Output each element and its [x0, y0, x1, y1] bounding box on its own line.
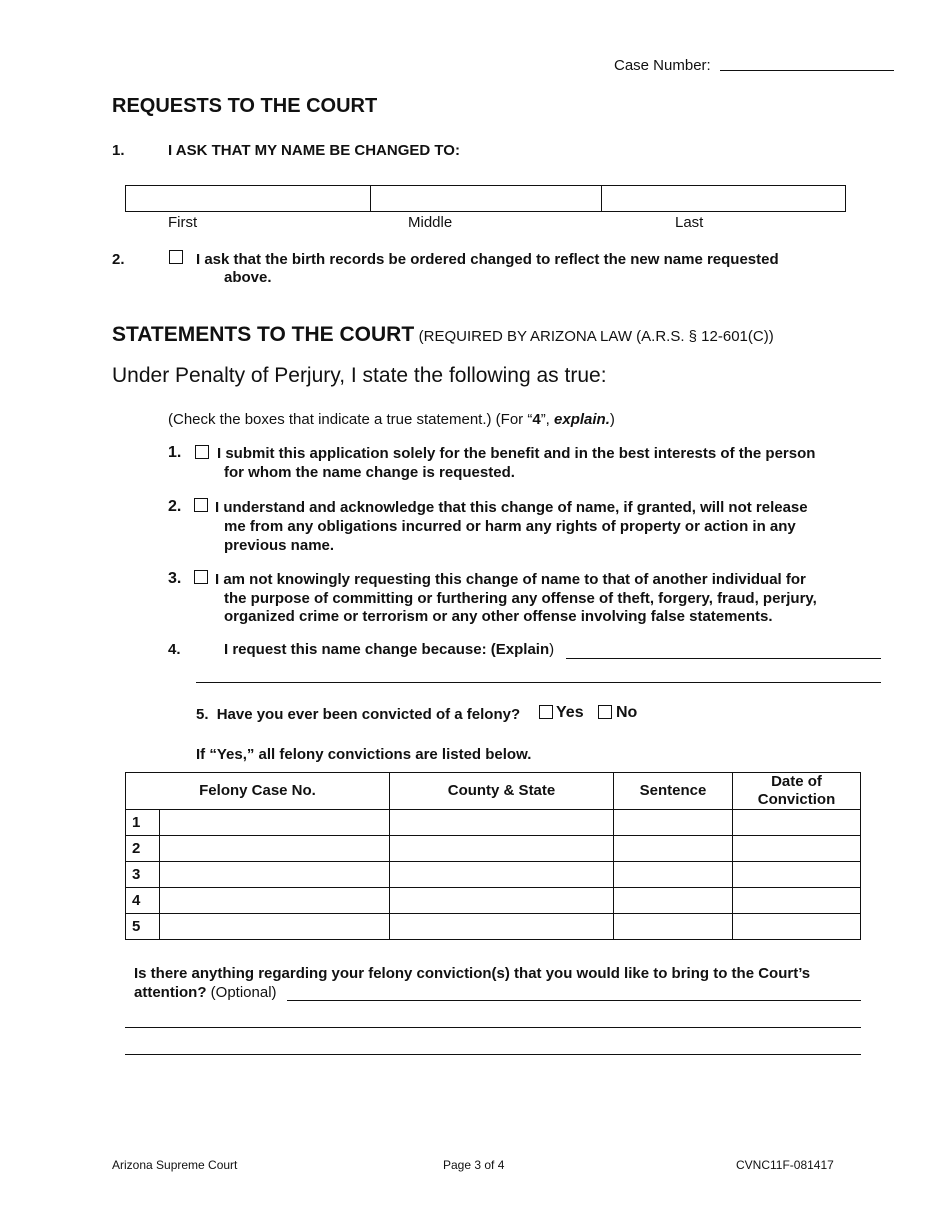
- table-row: [126, 836, 861, 862]
- statement-3-line2: the purpose of committing or furthering any offense of theft, forgery, fraud, perjury,: [224, 590, 817, 607]
- statement-1-checkbox[interactable]: [195, 445, 209, 459]
- county-state-cell[interactable]: [390, 810, 614, 836]
- date-cell[interactable]: [733, 914, 861, 940]
- sentence-cell[interactable]: [614, 914, 733, 940]
- felony-intro: If “Yes,” all felony convictions are listed below.: [196, 746, 532, 763]
- request-2-line2: above.: [224, 269, 272, 286]
- statement-2-line1: I understand and acknowledge that this change of name, if granted, will not release: [215, 499, 808, 516]
- county-state-cell[interactable]: [390, 888, 614, 914]
- statement-1-line1: I submit this application solely for the benefit and in the best interests of the person: [217, 445, 816, 462]
- statement-4-text: [224, 641, 554, 658]
- county-state-cell[interactable]: [390, 862, 614, 888]
- request-2-number: 2.: [112, 251, 125, 268]
- explain-line-2[interactable]: [196, 668, 881, 683]
- request-1-text: I ASK THAT MY NAME BE CHANGED TO:: [168, 142, 460, 159]
- instructions-num: 4: [532, 411, 541, 428]
- instructions-explain: explain.: [554, 411, 610, 428]
- table-row: [126, 914, 861, 940]
- sentence-cell[interactable]: [614, 862, 733, 888]
- header-date-of-conviction: Date of Conviction: [733, 773, 861, 810]
- row-number: 5: [126, 914, 160, 940]
- statements-heading: [112, 323, 774, 347]
- statement-3-line1: I am not knowingly requesting this change of name to that of another individual for: [215, 571, 806, 588]
- first-name-input[interactable]: [126, 186, 371, 211]
- felony-no-checkbox[interactable]: [598, 705, 612, 719]
- case-no-cell[interactable]: [160, 862, 390, 888]
- first-name-label: First: [168, 214, 198, 231]
- felony-note-line1: Is there anything regarding your felony conviction(s) that you would like to bring to the Court’s: [134, 965, 811, 982]
- statement-1-line2: for whom the name change is requested.: [224, 464, 515, 481]
- requests-title: REQUESTS TO THE COURT: [112, 95, 378, 117]
- statements-title: STATEMENTS TO THE COURT: [112, 323, 415, 346]
- row-number: 4: [126, 888, 160, 914]
- statement-3-checkbox[interactable]: [194, 570, 208, 584]
- felony-table: [125, 772, 861, 940]
- statement-4-close: ): [549, 641, 555, 658]
- felony-note-line-2[interactable]: [125, 1013, 861, 1028]
- request-1-number: 1.: [112, 142, 125, 159]
- row-number: 2: [126, 836, 160, 862]
- header-county-state: County & State: [390, 773, 614, 810]
- table-row: [126, 810, 861, 836]
- instructions-end: ): [609, 411, 615, 428]
- middle-name-label: Middle: [408, 214, 453, 231]
- instructions-pre: (Check the boxes that indicate a true statement.) (For “: [168, 411, 533, 428]
- felony-yes-label: Yes: [556, 704, 584, 721]
- table-row: [126, 888, 861, 914]
- felony-note-line-1[interactable]: [287, 986, 861, 1001]
- case-no-cell[interactable]: [160, 888, 390, 914]
- instructions-mid: ”,: [540, 411, 555, 428]
- footer-form-code: CVNC11F-081417: [736, 1158, 834, 1172]
- case-number-label: Case Number:: [614, 57, 711, 74]
- statement-4-number: 4.: [168, 641, 181, 658]
- felony-table-header: [126, 773, 861, 810]
- date-cell[interactable]: [733, 862, 861, 888]
- statement-5-number: 5.: [196, 706, 209, 723]
- instructions: [168, 411, 615, 428]
- felony-yes-checkbox[interactable]: [539, 705, 553, 719]
- statement-3-number: 3.: [168, 570, 182, 587]
- statement-5: [196, 706, 520, 723]
- statement-2-line2: me from any obligations incurred or harm any rights of property or action in any: [224, 518, 796, 535]
- date-cell[interactable]: [733, 810, 861, 836]
- sentence-cell[interactable]: [614, 810, 733, 836]
- last-name-label: Last: [675, 214, 704, 231]
- case-no-cell[interactable]: [160, 810, 390, 836]
- middle-name-input[interactable]: [371, 186, 602, 211]
- sentence-cell[interactable]: [614, 836, 733, 862]
- statement-2-number: 2.: [168, 498, 182, 515]
- statement-4-explain: Explain: [495, 641, 550, 658]
- request-2-line1: I ask that the birth records be ordered changed to reflect the new name requested: [196, 251, 779, 268]
- statement-2-line3: previous name.: [224, 537, 335, 554]
- row-number: 1: [126, 810, 160, 836]
- statement-2-checkbox[interactable]: [194, 498, 208, 512]
- date-cell[interactable]: [733, 836, 861, 862]
- sentence-cell[interactable]: [614, 888, 733, 914]
- explain-line-1[interactable]: [566, 644, 881, 659]
- case-no-cell[interactable]: [160, 914, 390, 940]
- felony-no-label: No: [616, 704, 638, 721]
- perjury-statement: Under Penalty of Perjury, I state the following as true:: [112, 364, 607, 387]
- felony-note-attention: attention?: [134, 984, 207, 1001]
- footer-court: Arizona Supreme Court: [112, 1158, 238, 1172]
- statements-title-note: (REQUIRED BY ARIZONA LAW (A.R.S. § 12-601(C)): [418, 328, 774, 345]
- header-felony-case-no: Felony Case No.: [126, 773, 390, 810]
- footer-page: Page 3 of 4: [443, 1158, 505, 1172]
- felony-note-line2: [134, 984, 277, 1001]
- statement-3-line3: organized crime or terrorism or any other offense involving false statements.: [224, 608, 773, 625]
- statement-1-number: 1.: [168, 444, 182, 461]
- birth-records-checkbox[interactable]: [169, 250, 183, 264]
- table-row: [126, 862, 861, 888]
- county-state-cell[interactable]: [390, 836, 614, 862]
- case-no-cell[interactable]: [160, 836, 390, 862]
- county-state-cell[interactable]: [390, 914, 614, 940]
- date-cell[interactable]: [733, 888, 861, 914]
- header-sentence: Sentence: [614, 773, 733, 810]
- row-number: 3: [126, 862, 160, 888]
- felony-note-optional: (Optional): [210, 984, 277, 1001]
- last-name-input[interactable]: [602, 186, 845, 211]
- new-name-fields: [125, 185, 846, 212]
- felony-note-line-3[interactable]: [125, 1040, 861, 1055]
- statement-4-prompt: I request this name change because: (: [224, 641, 496, 658]
- statement-5-text: Have you ever been convicted of a felony?: [216, 706, 521, 723]
- case-number-field[interactable]: [720, 56, 894, 71]
